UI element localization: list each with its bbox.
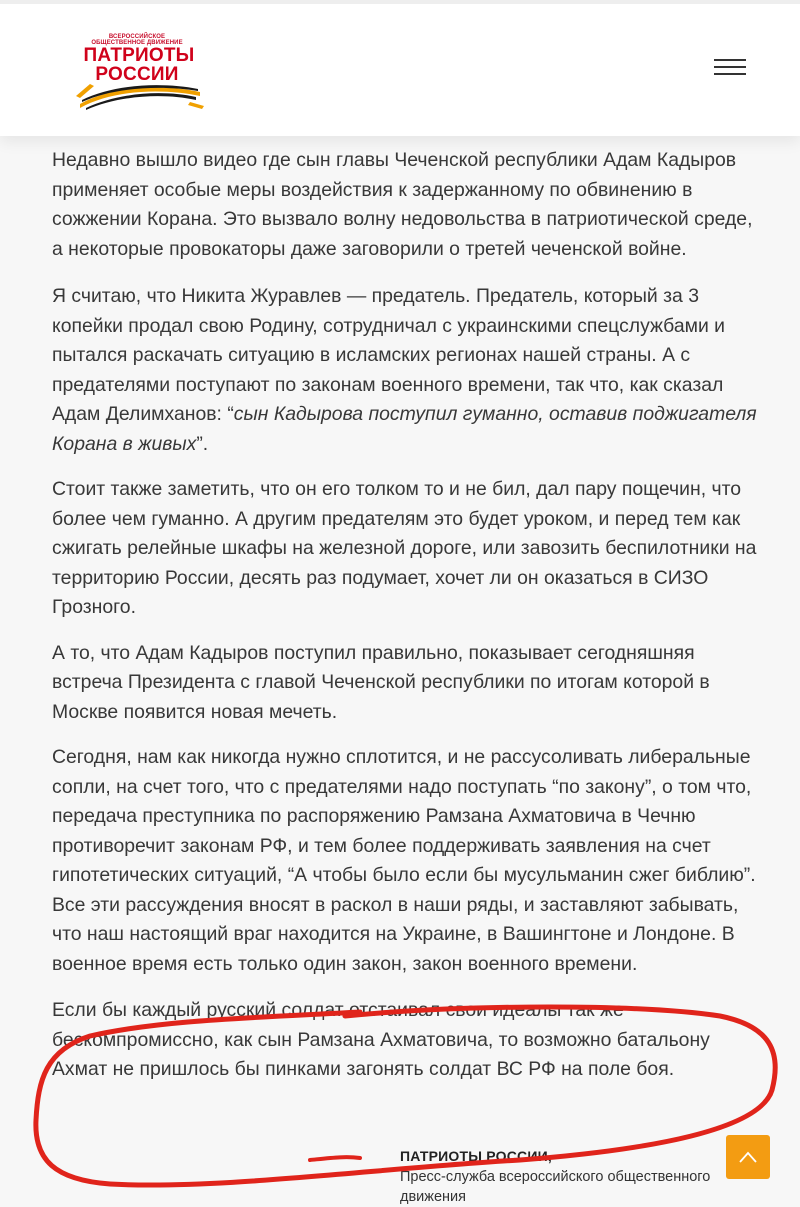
paragraph-1: Недавно вышло видео где сын главы Чеченской республики Адам Кадыров применяет особые меры воздействия к задержанному по обвинению в сожжении Корана. Это вызвало волну недовольства в патриотической среде, а некоторые провокаторы даже заговорили о третей чеченской войне.: [52, 149, 753, 260]
paragraph-6-highlighted: Если бы каждый русский солдат отстаивал свои идеалы так же бескомпромиссно, как сын Рамзана Ахматовича, то возможно батальону Ахмат не пришлось бы пинками загонять солдат ВС РФ на поле боя.: [52, 999, 710, 1080]
chevron-up-icon: [738, 1148, 758, 1166]
logo-subtitle: ВСЕРОССИЙСКОЕ ОБЩЕСТВЕННОЕ ДВИЖЕНИЕ: [91, 34, 183, 46]
signature-name: ПАТРИОТЫ РОССИИ,: [400, 1148, 552, 1164]
hamburger-menu-icon[interactable]: [714, 57, 748, 79]
article-signature: [400, 1145, 740, 1207]
menu-bar-top: [714, 59, 746, 61]
paragraph-5: Сегодня, нам как никогда нужно сплотится, и не рассусоливать либеральные сопли, на счет того, что с предателями надо поступать “по закону”, о том что, передача преступника по распоряжению Рамзана Ахматовича в Чечню противоречит законам РФ, и тем более поддерживать заявления на счет гипотетических ситуаций, “А чтобы было если бы мусульманин сжег библию”. Все эти рассуждения вносят в раскол в наши ряды, и заставляют забывать, что наш настоящий враг находится на Украине, в Вашингтоне и Лондоне. В военное время есть только один закон, закон военного времени.: [52, 746, 756, 975]
paragraph-4: А то, что Адам Кадыров поступил правильно, показывает сегодняшняя встреча Президента с главой Чеченской республики по итогам которой в Москве появится новая мечеть.: [52, 641, 710, 723]
menu-bar-middle: [714, 66, 746, 68]
paragraph-2: [52, 282, 764, 459]
quote-delimkhanov: сын Кадырова поступил гуманно, оставив поджигателя Корана в живых: [52, 403, 757, 455]
menu-bar-bottom: [714, 73, 746, 75]
st-george-ribbon-icon: [72, 82, 208, 110]
signature-description: Пресс-служба всероссийского общественного движения: [400, 1169, 711, 1205]
paragraph-2-end: ”.: [196, 432, 209, 455]
site-logo[interactable]: [72, 28, 208, 112]
logo-title-line2: РОССИИ: [95, 64, 179, 85]
paragraph-3: Стоит также заметить, что он его толком то и не бил, дал пару пощечин, что более чем гуманно. А другим предателям это будет уроком, и перед тем как сжигать релейные шкафы на железной дороге, или завозить беспилотники на территорию России, десять раз подумает, хочет ли он оказаться в СИЗО Грозного.: [52, 478, 757, 618]
paragraph-2-text: Я считаю, что Никита Журавлев — предатель. Предатель, который за 3 копейки продал свою Родину, сотрудничал с украинскими спецслужбами и пытался раскачать ситуацию в исламских регионах нашей страны. А с предателями поступают по законам военного времени, так что, как сказал Адам Делимханов: “: [52, 285, 726, 425]
site-header: [0, 0, 800, 136]
top-border: [0, 0, 800, 4]
logo-title-line1: ПАТРИОТЫ: [83, 45, 195, 66]
scroll-to-top-button[interactable]: [726, 1135, 770, 1179]
article-body: [52, 146, 764, 1103]
